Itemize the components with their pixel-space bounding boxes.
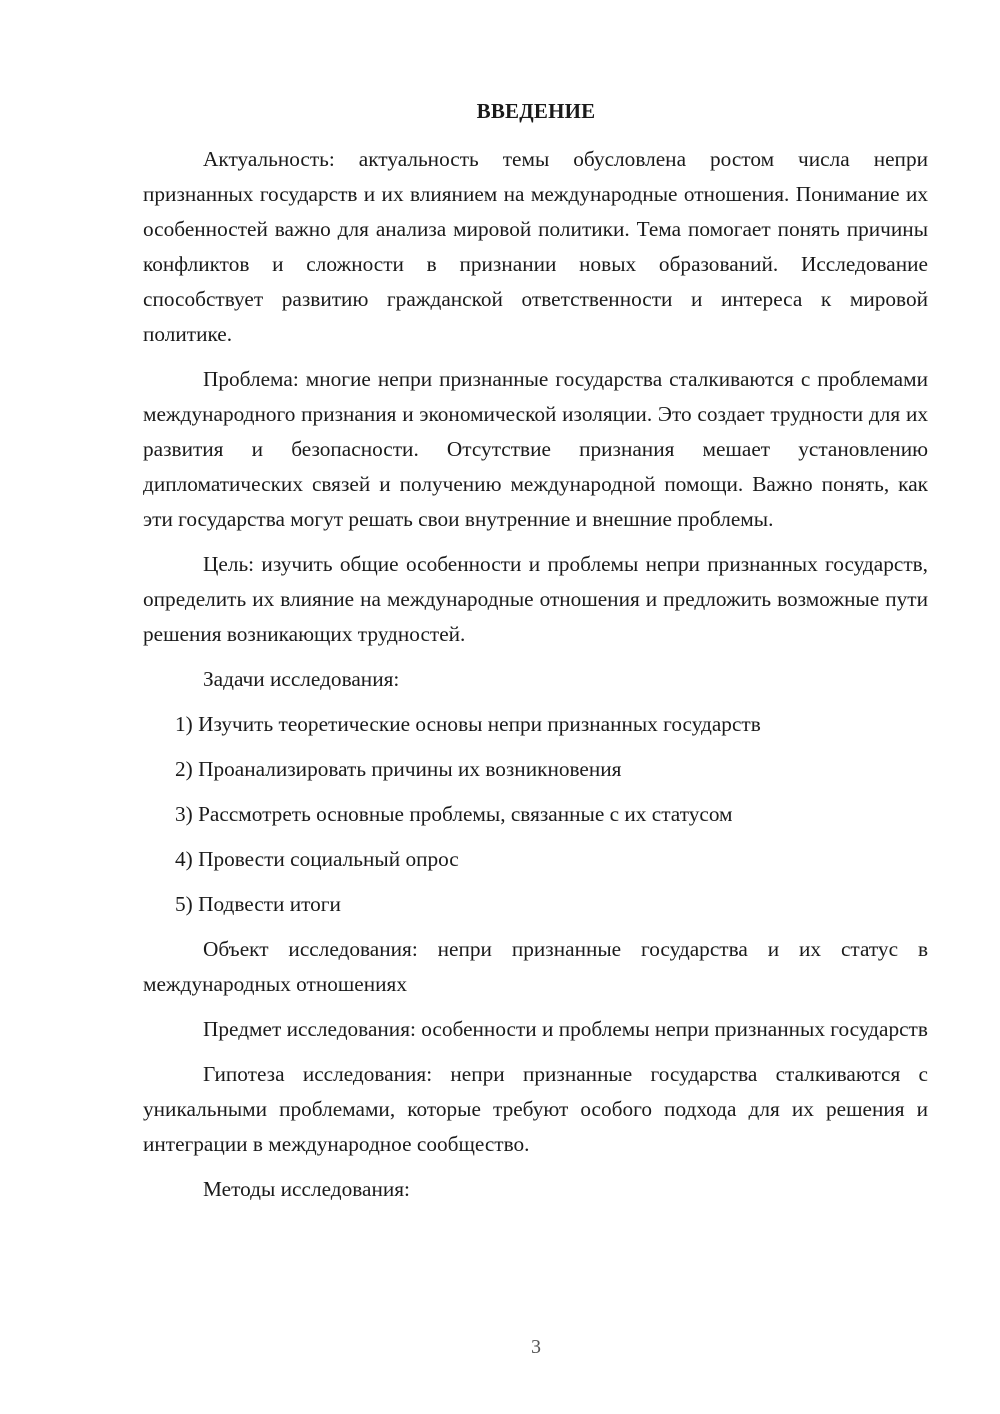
methods-heading: Методы исследования: (203, 1177, 410, 1201)
list-item: 1) Изучить теоретические основы непри признанных государств (175, 712, 761, 736)
list-item: 2) Проанализировать причины их возникновения (175, 757, 622, 781)
list-item: 5) Подвести итоги (175, 892, 341, 916)
paragraph-relevance: Актуальность: актуальность темы обусловлена ростом числа непри признанных государств и их влиянием на международные отношения. Понимание их особенностей важно для анализа мировой политики. Тема помогает понять причины конфликтов и сложности в признании новых образований. Исследование способствует развитию гражданской ответственности и интереса к мировой политике. (143, 147, 928, 346)
list-item: 3) Рассмотреть основные проблемы, связанные с их статусом (175, 802, 733, 826)
paragraph-subject: Предмет исследования: особенности и проблемы непри признанных государств (203, 1017, 928, 1041)
tasks-heading: Задачи исследования: (203, 667, 400, 691)
paragraph-goal: Цель: изучить общие особенности и проблемы непри признанных государств, определить их влияние на международные отношения и предложить возможные пути решения возникающих трудностей. (143, 552, 928, 646)
paragraph-object: Объект исследования: непри признанные государства и их статус в международных отношениях (143, 937, 928, 996)
task-list (143, 707, 928, 922)
page-number: 3 (531, 1336, 541, 1358)
after-list-block (143, 932, 928, 1207)
paragraph-hypothesis: Гипотеза исследования: непри признанные государства сталкиваются с уникальными проблемами, которые требуют особого подхода для их решения и интеграции в международное сообщество. (143, 1062, 928, 1156)
paragraph-problem: Проблема: многие непри признанные государства сталкиваются с проблемами международного признания и экономической изоляции. Это создает трудности для их развития и безопасности. Отсутствие признания мешает установлению дипломатических связей и получению международной помощи. Важно понять, как эти государства могут решать свои внутренние и внешние проблемы. (143, 367, 928, 531)
page-title: ВВЕДЕНИЕ (476, 99, 596, 123)
document-body (143, 142, 928, 1207)
list-item: 4) Провести социальный опрос (175, 847, 459, 871)
